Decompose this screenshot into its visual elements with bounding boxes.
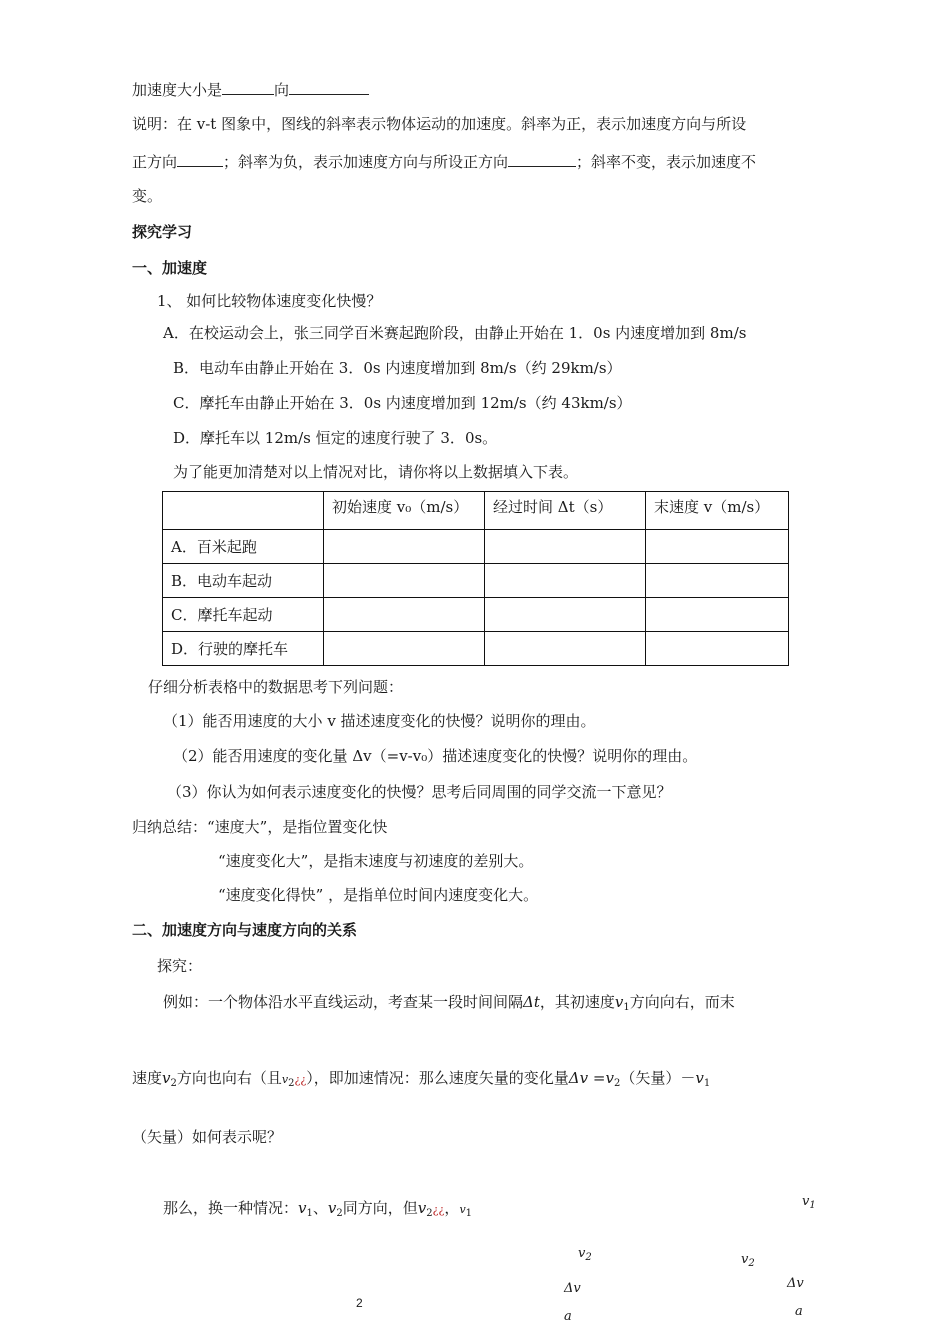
line-accel-size: 加速度大小是 向 xyxy=(132,78,369,100)
header-cell: 初始速度 v₀（m/s） xyxy=(324,492,485,530)
fig-label-v1: $v_1$ xyxy=(802,1194,816,1211)
fig-label-dv: Δv xyxy=(787,1276,804,1291)
example-line-2: 速度$v_2$方向也向右（且$v_2¿¿$），即加速情况：那么速度矢量的变化量$\Delta v =v_2$（矢量）$-v_1$ xyxy=(132,1069,711,1089)
fig-label-v2: $v_2$ xyxy=(578,1246,592,1263)
blank[interactable] xyxy=(222,78,274,95)
page-number: 2 xyxy=(356,1296,363,1310)
input-cell[interactable] xyxy=(324,564,485,598)
fig-label-dv: Δv xyxy=(564,1281,581,1296)
header-cell: 经过时间 Δt（s） xyxy=(485,492,646,530)
example-line-3: （矢量）如何表示呢？ xyxy=(132,1128,283,1146)
row-label: D．行驶的摩托车 xyxy=(163,632,324,666)
input-cell[interactable] xyxy=(646,598,789,632)
header-cell xyxy=(163,492,324,530)
explore-title: 探究学习 xyxy=(132,223,193,241)
table-row xyxy=(163,564,789,598)
input-cell[interactable] xyxy=(324,598,485,632)
input-cell[interactable] xyxy=(485,530,646,564)
header-cell: 末速度 v（m/s） xyxy=(646,492,789,530)
summary-line: “速度变化得快” ，是指单位时间内速度变化大。 xyxy=(218,886,539,904)
data-table xyxy=(162,491,789,666)
question-1: 1、 如何比较物体速度变化快慢？ xyxy=(157,292,382,310)
option-a: A．在校运动会上，张三同学百米赛起跑阶段，由静止开始在 1．0s 内速度增加到 8m/s xyxy=(163,324,747,342)
row-label: B．电动车起动 xyxy=(163,564,324,598)
fig-label-v2: $v_2$ xyxy=(741,1252,755,1269)
option-c: C．摩托车由静止开始在 3．0s 内速度增加到 12m/s（约 43km/s） xyxy=(173,394,632,412)
blank[interactable] xyxy=(508,150,576,167)
table-intro: 为了能更加清楚对以上情况对比，请你将以上数据填入下表。 xyxy=(173,463,579,481)
note-line-1: 说明：在 v-t 图象中，图线的斜率表示物体运动的加速度。斜率为正，表示加速度方向与所设 xyxy=(132,115,747,133)
input-cell[interactable] xyxy=(485,632,646,666)
section-2-title: 二、加速度方向与速度方向的关系 xyxy=(132,921,358,939)
note-line-3: 变。 xyxy=(132,187,163,205)
table-row xyxy=(163,530,789,564)
input-cell[interactable] xyxy=(646,564,789,598)
row-label: A．百米起跑 xyxy=(163,530,324,564)
example-line-1: 例如：一个物体沿水平直线运动，考查某一段时间间隔Δt，其初速度$v_1$方向向右，而末 xyxy=(163,993,735,1013)
question-item: （1）能否用速度的大小 v 描述速度变化的快慢？说明你的理由。 xyxy=(163,712,596,730)
row-label: C．摩托车起动 xyxy=(163,598,324,632)
case-line: 那么，换一种情况：$v_1$、$v_2$同方向，但$v_2¿¿$，$v_1$ xyxy=(163,1199,473,1219)
explore-label: 探究： xyxy=(157,957,203,975)
input-cell[interactable] xyxy=(324,632,485,666)
table-row xyxy=(163,632,789,666)
summary-line: 归纳总结：“速度大”，是指位置变化快 xyxy=(132,818,388,836)
note-line-2: 正方向 ；斜率为负，表示加速度方向与所设正方向 ；斜率不变，表示加速度不 xyxy=(132,150,756,172)
input-cell[interactable] xyxy=(324,530,485,564)
fig-label-a: a xyxy=(795,1304,803,1319)
analysis-prompt: 仔细分析表格中的数据思考下列问题： xyxy=(148,678,404,696)
input-cell[interactable] xyxy=(646,530,789,564)
table-row xyxy=(163,598,789,632)
fig-label-a: a xyxy=(564,1309,572,1324)
option-b: B．电动车由静止开始在 3．0s 内速度增加到 8m/s（约 29km/s） xyxy=(173,359,622,377)
question-item: （2）能否用速度的变化量 Δv（=v-v₀）描述速度变化的快慢？说明你的理由。 xyxy=(173,747,698,765)
blank[interactable] xyxy=(289,78,369,95)
table-header-row xyxy=(163,492,789,530)
blank[interactable] xyxy=(177,150,223,167)
section-1-title: 一、加速度 xyxy=(132,259,208,277)
summary-line: “速度变化大”，是指末速度与初速度的差别大。 xyxy=(218,852,534,870)
input-cell[interactable] xyxy=(646,632,789,666)
option-d: D．摩托车以 12m/s 恒定的速度行驶了 3．0s。 xyxy=(173,429,498,447)
question-item: （3）你认为如何表示速度变化的快慢？思考后同周围的同学交流一下意见？ xyxy=(167,783,672,801)
input-cell[interactable] xyxy=(485,598,646,632)
input-cell[interactable] xyxy=(485,564,646,598)
